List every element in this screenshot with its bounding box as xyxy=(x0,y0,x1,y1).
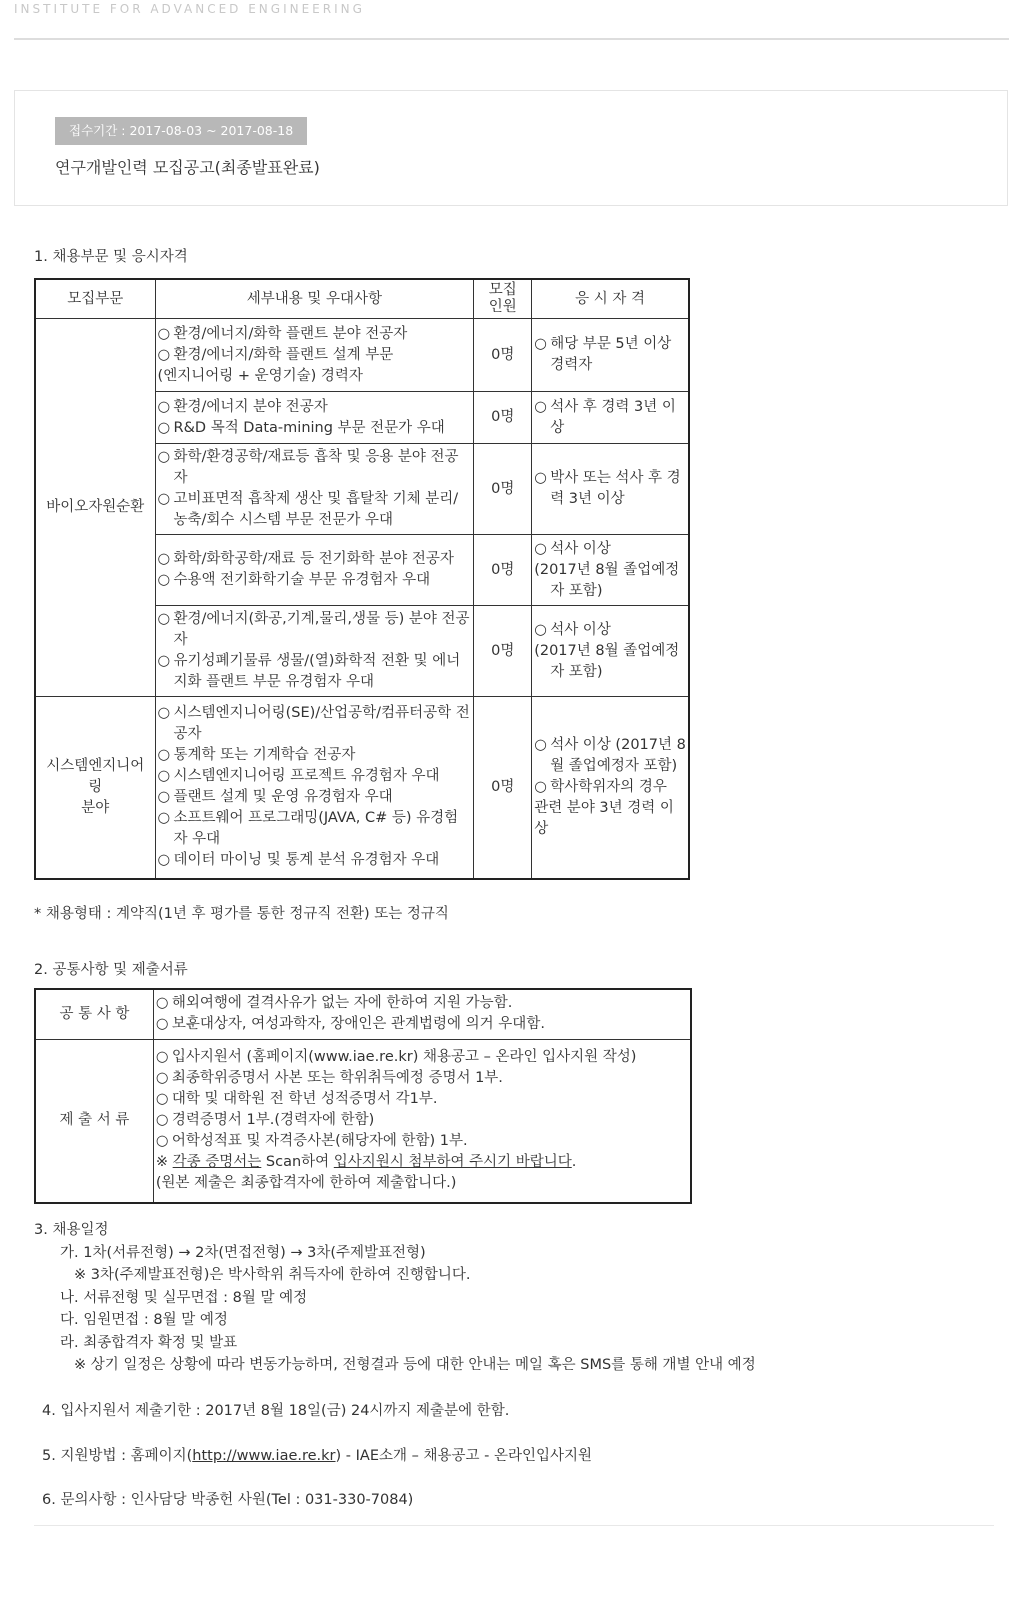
recruitment-table xyxy=(34,278,690,880)
footer-divider xyxy=(34,1525,994,1526)
section3-title: 3. 채용일정 xyxy=(34,1222,109,1238)
institute-name: INSTITUTE FOR ADVANCED ENGINEERING xyxy=(14,2,365,16)
docs-cell: ○ 입사지원서 (홈페이지(www.iae.re.kr) 채용공고 – 온라인 입사지원 작성) ○ 최종학위증명서 사본 또는 학위취득예정 증명서 1부. ○ 대학 및 대학원 전 학년 성적증명서 각1부. ○ 경력증명서 1부.(경력자에 한함) ○ 어학성적표 및 자격증사본(해당자에 한함) 1부. ※ 각종 증명서는 Scan하여 입사지원시 첨부하여 주시기 바랍니다. (원본 제출은 최종합격자에 한하여 제출합니다.) xyxy=(153,1039,691,1203)
table-row xyxy=(35,319,689,392)
detail-cell: ○ 시스템엔지니어링(SE)/산업공학/컴퓨터공학 전공자 ○ 통계학 또는 기계학습 전공자 ○ 시스템엔지니어링 프로젝트 유경험자 우대 ○ 플랜트 설계 및 운영 유경험자 우대 ○ 소프트웨어 프로그래밍(JAVA, C# 등) 유경험자 우대 ○ 데이터 마이닝 및 통계 분석 유경험자 우대 xyxy=(155,697,474,879)
section2-title: 2. 공통사항 및 제출서류 xyxy=(34,962,188,978)
common-label: 공 통 사 항 xyxy=(35,989,153,1039)
count-cell: 0명 xyxy=(474,392,532,444)
table-row xyxy=(35,697,689,879)
section5-method: 5. 지원방법 : 홈페이지(http://www.iae.re.kr) - IAE소개 – 채용공고 - 온라인입사지원 xyxy=(42,1448,593,1464)
count-cell: 0명 xyxy=(474,606,532,697)
count-cell: 0명 xyxy=(474,697,532,879)
header-count: 모집 인원 xyxy=(474,279,532,319)
qual-cell: ○ 해당 부문 5년 이상 경력자 xyxy=(532,319,689,392)
schedule-step-ra: 라. 최종합격자 확정 및 발표 xyxy=(60,1335,238,1351)
schedule-note-ra: ※ 상기 일정은 상황에 따라 변동가능하며, 전형결과 등에 대한 안내는 메일 혹은 SMS를 통해 개별 안내 예정 xyxy=(74,1357,756,1373)
notice-title: 연구개발인력 모집공고(최종발표완료) xyxy=(55,158,320,177)
section6-contact: 6. 문의사항 : 인사담당 박종헌 사원(Tel : 031-330-7084) xyxy=(42,1492,414,1508)
homepage-link[interactable]: http://www.iae.re.kr xyxy=(192,1448,336,1464)
table-header-row xyxy=(35,279,689,319)
schedule-step-ga: 가. 1차(서류전형) → 2차(면접전형) → 3차(주제발표전형) xyxy=(60,1245,426,1261)
qual-cell: ○ 석사 이상 (2017년 8월 졸업예정자 포함) xyxy=(532,606,689,697)
section4-deadline: 4. 입사지원서 제출기한 : 2017년 8월 18일(금) 24시까지 제출분에 한함. xyxy=(42,1403,510,1419)
detail-cell: ○ 화학/환경공학/재료등 흡착 및 응용 분야 전공자 ○ 고비표면적 흡착제 생산 및 흡탈착 기체 분리/농축/회수 시스템 부문 전문가 우대 xyxy=(155,444,474,535)
detail-cell: ○ 환경/에너지(화공,기계,물리,생물 등) 분야 전공자 ○ 유기성폐기물류 생물/(열)화학적 전환 및 에너지화 플랜트 부문 유경험자 우대 xyxy=(155,606,474,697)
docs-label: 제 출 서 류 xyxy=(35,1039,153,1203)
detail-cell: ○ 화학/화학공학/재료 등 전기화학 분야 전공자 ○ 수용액 전기화학기술 부문 유경험자 우대 xyxy=(155,535,474,606)
notice-header-box xyxy=(14,90,1008,206)
common-docs-table xyxy=(34,988,692,1204)
application-period-badge: 접수기간 : 2017-08-03 ~ 2017-08-18 xyxy=(55,117,307,145)
schedule-step-na: 나. 서류전형 및 실무면접 : 8월 말 예정 xyxy=(60,1290,308,1306)
detail-cell: ○ 환경/에너지 분야 전공자 ○ R&D 목적 Data-mining 부문 전문가 우대 xyxy=(155,392,474,444)
qual-cell: ○ 박사 또는 석사 후 경력 3년 이상 xyxy=(532,444,689,535)
header-qual: 응 시 자 격 xyxy=(532,279,689,319)
section1-title: 1. 채용부문 및 응시자격 xyxy=(34,249,188,265)
header-detail: 세부내용 및 우대사항 xyxy=(155,279,474,319)
schedule-step-da: 다. 임원면접 : 8월 말 예정 xyxy=(60,1312,228,1328)
common-cell: ○ 해외여행에 결격사유가 없는 자에 한하여 지원 가능함. ○ 보훈대상자, 여성과학자, 장애인은 관계법령에 의거 우대함. xyxy=(153,989,691,1039)
qual-cell: ○ 석사 후 경력 3년 이상 xyxy=(532,392,689,444)
schedule-note-ga: ※ 3차(주제발표전형)은 박사학위 취득자에 한하여 진행합니다. xyxy=(74,1267,471,1283)
count-cell: 0명 xyxy=(474,535,532,606)
detail-cell: ○ 환경/에너지/화학 플랜트 분야 전공자 ○ 환경/에너지/화학 플랜트 설계 부문 (엔지니어링 + 운영기술) 경력자 xyxy=(155,319,474,392)
header-dept: 모집부문 xyxy=(35,279,155,319)
dept-systems-engineering: 시스템엔지니어 링 분야 xyxy=(35,697,155,879)
table-row xyxy=(35,989,691,1039)
qual-cell: ○ 석사 이상 (2017년 8월 졸업예정자 포함) ○ 학사학위자의 경우 관련 분야 3년 경력 이상 xyxy=(532,697,689,879)
count-cell: 0명 xyxy=(474,444,532,535)
employment-type-note: * 채용형태 : 계약직(1년 후 평가를 통한 정규직 전환) 또는 정규직 xyxy=(34,906,449,922)
qual-cell: ○ 석사 이상 (2017년 8월 졸업예정자 포함) xyxy=(532,535,689,606)
table-row xyxy=(35,1039,691,1203)
dept-bio-recycling: 바이오자원순환 xyxy=(35,319,155,697)
count-cell: 0명 xyxy=(474,319,532,392)
header-divider xyxy=(14,38,1009,40)
